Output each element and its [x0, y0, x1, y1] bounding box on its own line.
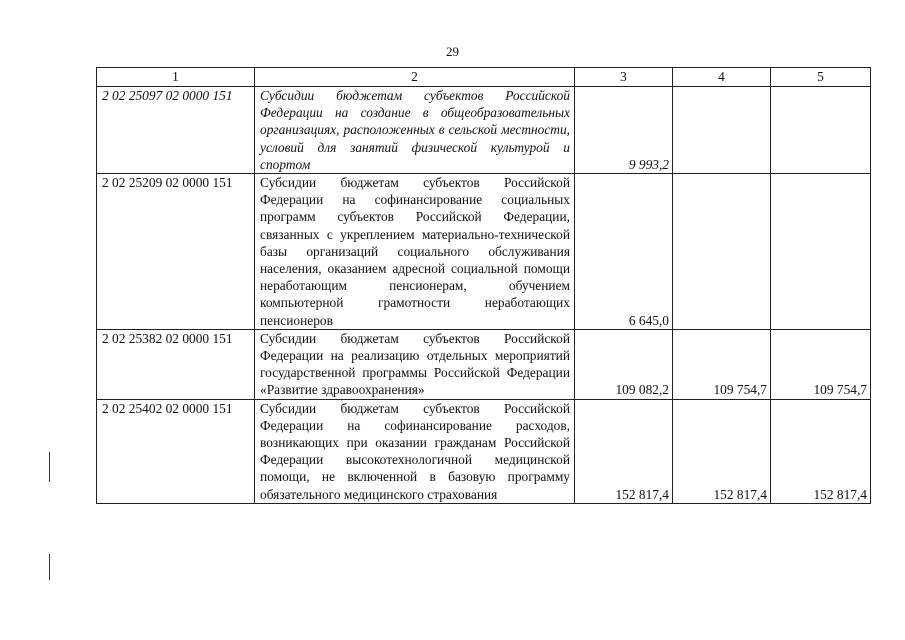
amount-col4-cell: 109 754,7: [673, 329, 771, 399]
amount-col3-cell: 152 817,4: [575, 399, 673, 503]
scan-margin-mark: [49, 452, 50, 482]
amount-col5-cell: 109 754,7: [771, 329, 871, 399]
table-row: [97, 87, 871, 174]
amount-col3-cell: 6 645,0: [575, 174, 673, 330]
amount-col3-cell: 9 993,2: [575, 87, 673, 174]
column-header-2: 2: [255, 68, 575, 87]
table-row: [97, 174, 871, 330]
amount-col5-cell: 152 817,4: [771, 399, 871, 503]
amount-col3-cell: 109 082,2: [575, 329, 673, 399]
column-header-3: 3: [575, 68, 673, 87]
description-cell: Субсидии бюджетам субъектов Российской Федерации на софинансирование социальных программ субъектов Российской Федерации, связанных с укреплением материально-технической базы организаций социального обслуживания населения, оказанием адресной социальной помощи неработающим пенсионерам, обучением компьютерной грамотности неработающих пенсионеров: [255, 174, 575, 330]
column-header-4: 4: [673, 68, 771, 87]
amount-col5-cell: [771, 174, 871, 330]
page-number: 29: [446, 44, 459, 59]
description-cell: Субсидии бюджетам субъектов Российской Федерации на создание в общеобразовательных организациях, расположенных в сельской местности, условий для занятий физической культурой и спортом: [255, 87, 575, 174]
budget-code-cell: 2 02 25382 02 0000 151: [97, 329, 255, 399]
scan-margin-mark: [49, 554, 50, 580]
budget-code-cell: 2 02 25097 02 0000 151: [97, 87, 255, 174]
table-row: [97, 399, 871, 503]
amount-col4-cell: [673, 87, 771, 174]
description-cell: Субсидии бюджетам субъектов Российской Федерации на софинансирование расходов, возникающих при оказании гражданам Российской Федерации высокотехнологичной медицинской помощи, не включенной в базовую программу обязательного медицинского страхования: [255, 399, 575, 503]
column-header-5: 5: [771, 68, 871, 87]
table-header-row: [97, 68, 871, 87]
description-cell: Субсидии бюджетам субъектов Российской Федерации на реализацию отдельных мероприятий государственной программы Российской Федерации «Развитие здравоохранения»: [255, 329, 575, 399]
column-header-1: 1: [97, 68, 255, 87]
budget-code-cell: 2 02 25402 02 0000 151: [97, 399, 255, 503]
amount-col4-cell: 152 817,4: [673, 399, 771, 503]
amount-col4-cell: [673, 174, 771, 330]
budget-table: [96, 67, 871, 504]
budget-code-cell: 2 02 25209 02 0000 151: [97, 174, 255, 330]
amount-col5-cell: [771, 87, 871, 174]
table-row: [97, 329, 871, 399]
